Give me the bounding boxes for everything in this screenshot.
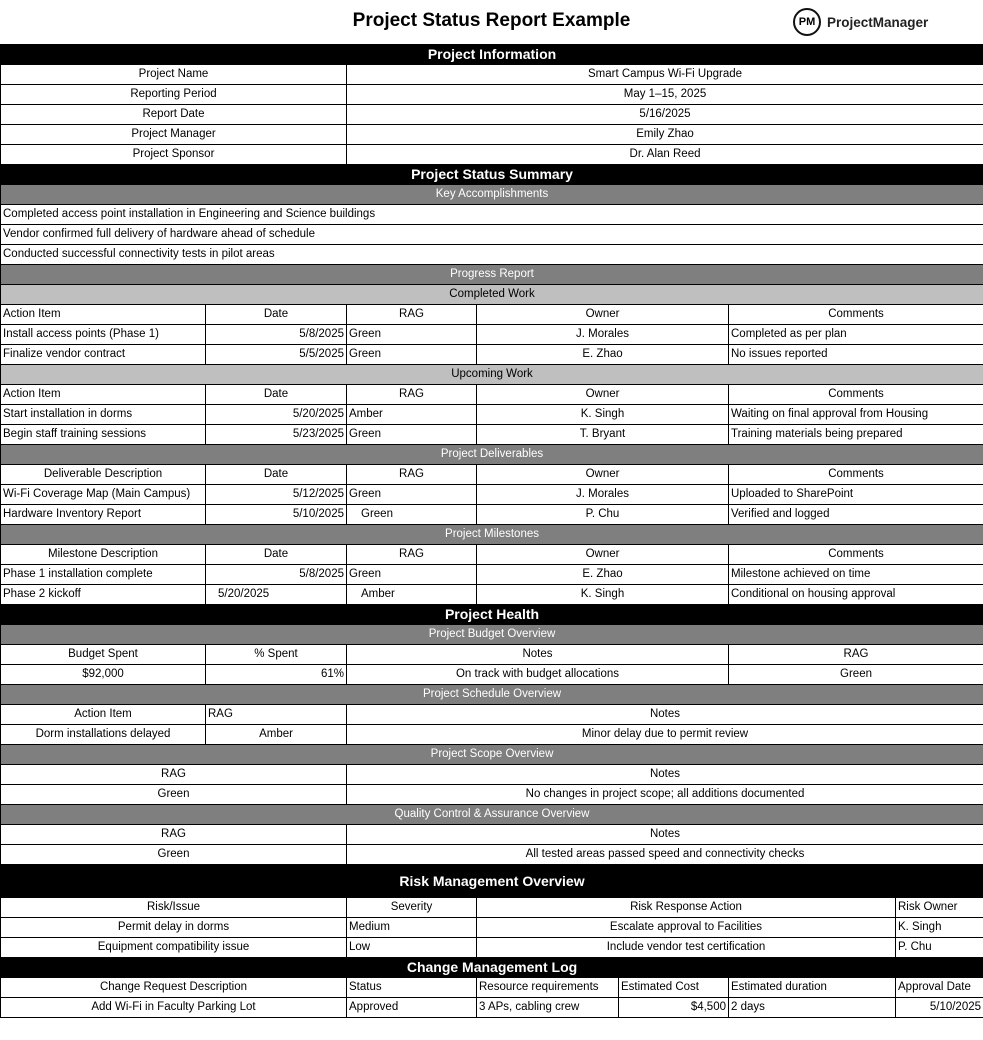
table-row [1,845,983,865]
table-cell: Include vendor test certification [477,938,896,958]
table-row [1,585,983,605]
table-cell: Project Milestones [1,525,983,545]
table-row [1,345,983,365]
subheader-quality-overview [1,805,983,825]
table-cell: Training materials being prepared [729,425,983,445]
subheader-project-deliverables [1,445,983,465]
column-header: Status [347,978,477,998]
table-cell: Waiting on final approval from Housing [729,405,983,425]
info-label: Project Manager [1,125,347,145]
table-cell: Add Wi-Fi in Faculty Parking Lot [1,998,347,1018]
table-cell: Finalize vendor contract [1,345,206,365]
table-cell: Low [347,938,477,958]
table-cell: 3 APs, cabling crew [477,998,619,1018]
table-cell: No issues reported [729,345,983,365]
table-row [1,565,983,585]
table-row [1,725,983,745]
column-header: Severity [347,898,477,918]
table-cell: Completed access point installation in Engineering and Science buildings [1,205,983,225]
table-cell: J. Morales [477,325,729,345]
rag-status: Amber [206,725,347,745]
rag-status: Amber [347,585,477,605]
table-cell: Conducted successful connectivity tests in pilot areas [1,245,983,265]
table-cell: Risk Management Overview [1,865,983,898]
info-label: Project Name [1,65,347,85]
column-header: Comments [729,385,983,405]
table-cell: 5/5/2025 [206,345,347,365]
column-header: RAG [1,765,347,785]
section-header-project-information [1,45,983,65]
column-header: RAG [347,545,477,565]
info-row [1,65,983,85]
table-cell: 5/12/2025 [206,485,347,505]
column-header: Estimated duration [729,978,896,998]
section-header-risk-management [1,865,983,898]
status-badge: Approved [347,998,477,1018]
column-header: RAG [347,385,477,405]
table-cell: Quality Control & Assurance Overview [1,805,983,825]
subheader-budget-overview [1,625,983,645]
table-cell: Conditional on housing approval [729,585,983,605]
table-cell: 5/8/2025 [206,325,347,345]
table-cell: Project Health [1,605,983,625]
table-header-row [1,645,983,665]
table-cell: $92,000 [1,665,206,685]
column-header: Owner [477,305,729,325]
table-cell: Change Management Log [1,958,983,978]
table-row [1,505,983,525]
column-header: Resource requirements [477,978,619,998]
table-cell: Phase 1 installation complete [1,565,206,585]
column-header: Risk/Issue [1,898,347,918]
table-cell: K. Singh [896,918,983,938]
column-header: Notes [347,645,729,665]
column-header: Date [206,305,347,325]
rag-status: Green [1,785,347,805]
table-header-row [1,385,983,405]
column-header: Comments [729,465,983,485]
table-cell: Install access points (Phase 1) [1,325,206,345]
column-header: Action Item [1,305,206,325]
rag-status: Green [347,425,477,445]
rag-status: Green [347,565,477,585]
subheader-key-accomplishments [1,185,983,205]
table-cell: Progress Report [1,265,983,285]
page-title: Project Status Report Example [352,10,631,31]
column-header: RAG [1,825,347,845]
table-cell: Equipment compatibility issue [1,938,347,958]
table-cell: On track with budget allocations [347,665,729,685]
column-header: % Spent [206,645,347,665]
table-cell: Milestone achieved on time [729,565,983,585]
info-row [1,85,983,105]
table-header-row [1,978,983,998]
table-cell: Project Budget Overview [1,625,983,645]
subheader-schedule-overview [1,685,983,705]
column-header: Comments [729,545,983,565]
column-header: Approval Date [896,978,983,998]
table-cell: All tested areas passed speed and connectivity checks [347,845,983,865]
table-cell: 5/20/2025 [206,585,347,605]
table-row [1,665,983,685]
table-cell: Completed Work [1,285,983,305]
info-value: Dr. Alan Reed [347,145,983,165]
section-header-project-health [1,605,983,625]
table-cell: E. Zhao [477,565,729,585]
report-title-bar [0,0,983,44]
table-cell: J. Morales [477,485,729,505]
column-header: Notes [347,705,983,725]
info-label: Project Sponsor [1,145,347,165]
column-header: Owner [477,545,729,565]
info-value: 5/16/2025 [347,105,983,125]
table-cell: Upcoming Work [1,365,983,385]
column-header: Estimated Cost [619,978,729,998]
rag-status: Green [347,345,477,365]
table-cell: Wi-Fi Coverage Map (Main Campus) [1,485,206,505]
brand-name: ProjectManager [827,14,929,30]
table-cell: Minor delay due to permit review [347,725,983,745]
info-row [1,145,983,165]
column-header: Risk Owner [896,898,983,918]
column-header: Owner [477,385,729,405]
column-header: Risk Response Action [477,898,896,918]
table-cell: Uploaded to SharePoint [729,485,983,505]
table-cell: T. Bryant [477,425,729,445]
info-value: Emily Zhao [347,125,983,145]
brand-logo [793,8,928,36]
accomplishment-item [1,225,983,245]
table-header-row [1,705,983,725]
column-header: Date [206,465,347,485]
table-cell: Key Accomplishments [1,185,983,205]
section-header-change-management [1,958,983,978]
column-header: RAG [347,465,477,485]
table-cell: E. Zhao [477,345,729,365]
table-row [1,998,983,1018]
column-header: Notes [347,765,983,785]
subheader-completed-work [1,285,983,305]
rag-status: Green [347,325,477,345]
table-cell: Dorm installations delayed [1,725,206,745]
table-cell: Completed as per plan [729,325,983,345]
column-header: Change Request Description [1,978,347,998]
table-cell: K. Singh [477,585,729,605]
table-cell: $4,500 [619,998,729,1018]
rag-status: Green [347,485,477,505]
status-report-sheet [0,44,983,1018]
table-cell: K. Singh [477,405,729,425]
column-header: RAG [729,645,983,665]
column-header: RAG [206,705,347,725]
table-cell: P. Chu [477,505,729,525]
table-cell: Project Information [1,45,983,65]
table-header-row [1,465,983,485]
table-cell: Phase 2 kickoff [1,585,206,605]
table-cell: No changes in project scope; all additions documented [347,785,983,805]
info-label: Report Date [1,105,347,125]
table-header-row [1,825,983,845]
subheader-upcoming-work [1,365,983,385]
info-value: May 1–15, 2025 [347,85,983,105]
column-header: Budget Spent [1,645,206,665]
table-cell: 5/23/2025 [206,425,347,445]
table-cell: 5/10/2025 [206,505,347,525]
subheader-project-milestones [1,525,983,545]
info-row [1,105,983,125]
column-header: Action Item [1,385,206,405]
table-cell: 5/20/2025 [206,405,347,425]
info-label: Reporting Period [1,85,347,105]
table-cell: P. Chu [896,938,983,958]
table-header-row [1,765,983,785]
pm-logo-icon: PM [793,8,821,36]
section-header-status-summary [1,165,983,185]
table-cell: Project Deliverables [1,445,983,465]
info-value: Smart Campus Wi-Fi Upgrade [347,65,983,85]
table-header-row [1,898,983,918]
table-cell: 61% [206,665,347,685]
table-cell: Project Schedule Overview [1,685,983,705]
table-row [1,405,983,425]
column-header: Owner [477,465,729,485]
table-cell: Begin staff training sessions [1,425,206,445]
table-row [1,785,983,805]
subheader-progress-report [1,265,983,285]
column-header: Milestone Description [1,545,206,565]
rag-status: Amber [347,405,477,425]
accomplishment-item [1,245,983,265]
column-header: Notes [347,825,983,845]
table-header-row [1,545,983,565]
table-row [1,918,983,938]
table-cell: Medium [347,918,477,938]
table-cell: Hardware Inventory Report [1,505,206,525]
table-cell: Permit delay in dorms [1,918,347,938]
table-row [1,485,983,505]
column-header: Deliverable Description [1,465,206,485]
table-row [1,325,983,345]
table-cell: Start installation in dorms [1,405,206,425]
table-cell: Project Scope Overview [1,745,983,765]
column-header: Comments [729,305,983,325]
subheader-scope-overview [1,745,983,765]
column-header: Date [206,545,347,565]
table-header-row [1,305,983,325]
rag-status: Green [347,505,477,525]
table-cell: 5/10/2025 [896,998,983,1018]
rag-status: Green [729,665,983,685]
table-row [1,938,983,958]
table-cell: Verified and logged [729,505,983,525]
table-cell: 2 days [729,998,896,1018]
table-cell: Escalate approval to Facilities [477,918,896,938]
column-header: Action Item [1,705,206,725]
column-header: RAG [347,305,477,325]
accomplishment-item [1,205,983,225]
table-cell: Project Status Summary [1,165,983,185]
rag-status: Green [1,845,347,865]
info-row [1,125,983,145]
column-header: Date [206,385,347,405]
table-cell: Vendor confirmed full delivery of hardware ahead of schedule [1,225,983,245]
table-cell: 5/8/2025 [206,565,347,585]
table-row [1,425,983,445]
